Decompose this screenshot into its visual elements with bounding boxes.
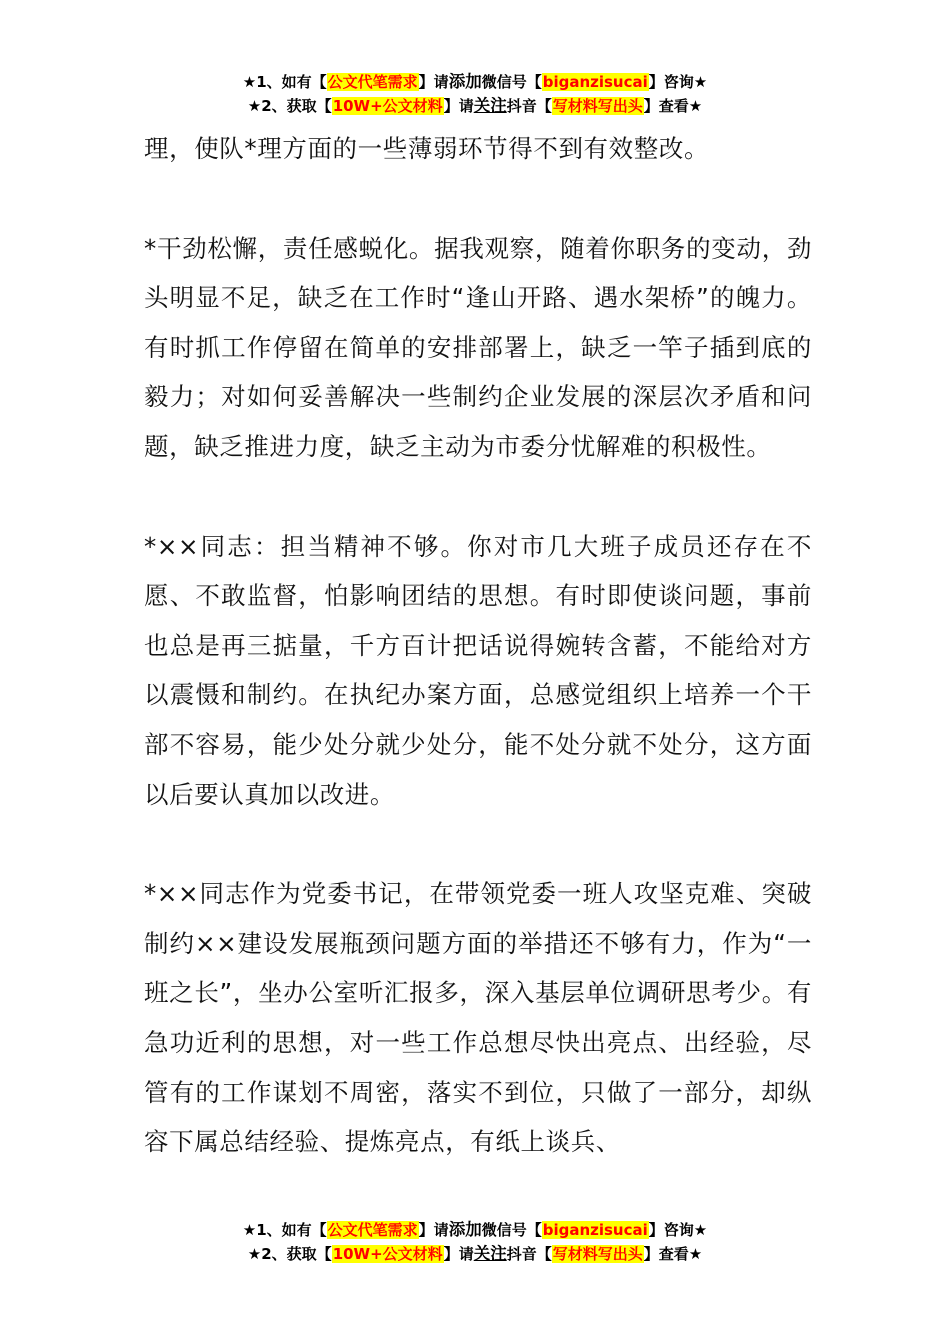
banner-line-2 — [0, 1242, 950, 1266]
banner-text: 】请 — [418, 73, 449, 91]
banner-line-1 — [0, 1218, 950, 1242]
banner-text: 】请 — [443, 1245, 474, 1263]
paragraph-spacer — [144, 819, 812, 869]
document-body — [144, 124, 812, 1167]
highlight-materials: 10W+公文材料 — [332, 97, 443, 115]
paragraph-spacer — [144, 472, 812, 522]
banner-text: 微信号【 — [481, 1221, 542, 1239]
paragraph-spacer — [144, 174, 812, 224]
banner-text: 】查看★ — [643, 1245, 703, 1263]
highlight-douyin-account: 写材料写出头 — [552, 97, 643, 115]
banner-text: 】请 — [418, 1221, 449, 1239]
banner-text: ★1、如有【 — [242, 1221, 327, 1239]
highlight-materials: 10W+公文材料 — [332, 1245, 443, 1263]
banner-text: 抖音【 — [506, 1245, 552, 1263]
banner-emphasis: 添加 — [448, 1220, 482, 1239]
banner-emphasis: 关注 — [473, 1244, 507, 1263]
banner-text: 】请 — [443, 97, 474, 115]
highlight-wechat-id: biganzisucai — [542, 1221, 648, 1239]
banner-text: ★2、获取【 — [247, 1245, 332, 1263]
highlight-service: 公文代笔需求 — [327, 1221, 418, 1239]
banner-text: ★1、如有【 — [242, 73, 327, 91]
banner-text: 微信号【 — [481, 73, 542, 91]
banner-line-1 — [0, 70, 950, 94]
highlight-wechat-id: biganzisucai — [542, 73, 648, 91]
banner-text: 】查看★ — [643, 97, 703, 115]
banner-emphasis: 关注 — [473, 96, 507, 115]
banner-emphasis: 添加 — [448, 72, 482, 91]
banner-text: 抖音【 — [506, 97, 552, 115]
paragraph: *××同志作为党委书记，在带领党委一班人攻坚克难、突破制约××建设发展瓶颈问题方面的举措还不够有力，作为“一班之长”，坐办公室听汇报多，深入基层单位调研思考少。有急功近利的思想，对一些工作总想尽快出亮点、出经验，尽管有的工作谋划不周密，落实不到位，只做了一部分，却纵容下属总结经验、提炼亮点，有纸上谈兵、 — [144, 879, 812, 1157]
banner-text: 】咨询★ — [648, 73, 708, 91]
header-banner — [0, 70, 950, 118]
footer-banner — [0, 1218, 950, 1266]
banner-line-2 — [0, 94, 950, 118]
banner-text: ★2、获取【 — [247, 97, 332, 115]
banner-text: 】咨询★ — [648, 1221, 708, 1239]
paragraph: *干劲松懈，责任感蜕化。据我观察，随着你职务的变动，劲头明显不足，缺乏在工作时“逢山开路、遇水架桥”的魄力。有时抓工作停留在简单的安排部署上，缺乏一竿子插到底的毅力；对如何妥善解决一些制约企业发展的深层次矛盾和问题，缺乏推进力度，缺乏主动为市委分忧解难的积极性。 — [144, 233, 812, 461]
highlight-douyin-account: 写材料写出头 — [552, 1245, 643, 1263]
highlight-service: 公文代笔需求 — [327, 73, 418, 91]
paragraph: 理，使队*理方面的一些薄弱环节得不到有效整改。 — [144, 134, 710, 163]
paragraph: *××同志：担当精神不够。你对市几大班子成员还存在不愿、不敢监督，怕影响团结的思想。有时即使谈问题，事前也总是再三掂量，千方百计把话说得婉转含蓄，不能给对方以震慑和制约。在执纪办案方面，总感觉组织上培养一个干部不容易，能少处分就少处分，能不处分就不处分，这方面以后要认真加以改进。 — [144, 531, 812, 809]
